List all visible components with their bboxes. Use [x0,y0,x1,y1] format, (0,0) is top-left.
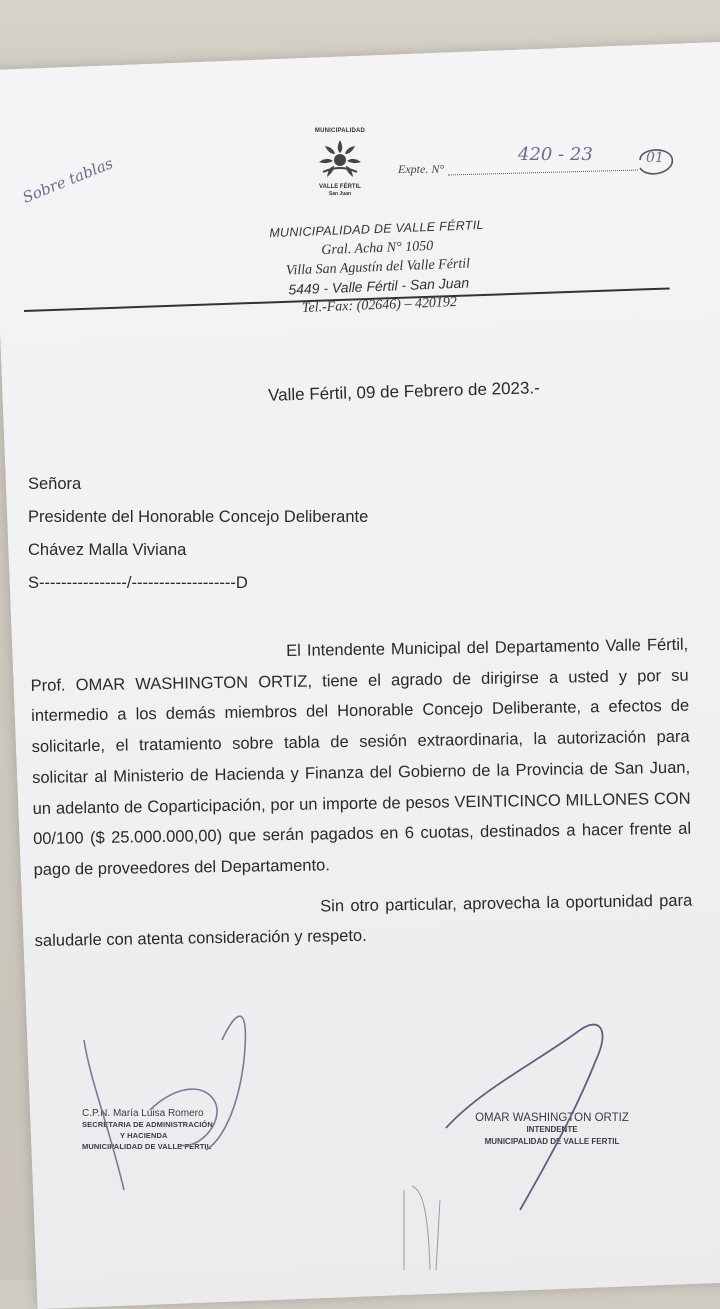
signature-left-role-2: Y HACIENDA [120,1131,168,1140]
recipient-title: Presidente del Honorable Concejo Deliberante [28,508,369,526]
signature-stamp-right [462,1112,642,1148]
letterhead [226,214,529,320]
letterhead-phone: Tel.-Fax: (02646) – 420192 [301,295,458,316]
expediente-label: Expte. N° [398,162,445,176]
signature-left-name: C.P.N. María Luisa Romero [82,1108,204,1119]
logo-name: VALLE FÉRTIL [319,184,361,190]
letterhead-postal: 5449 - Valle Fértil - San Juan [288,274,470,298]
letter-date: Valle Fértil, 09 de Febrero de 2023.- [267,378,541,405]
signature-right-name: OMAR WASHINGTON ORTIZ [475,1112,629,1124]
signature-right-role-2: MUNICIPALIDAD DE VALLE FERTIL [484,1137,620,1146]
recipient-salutation: Señora [28,475,82,493]
letter-body [30,630,693,957]
municipal-logo [300,128,380,197]
letterhead-town: Villa San Agustín del Valle Fértil [285,256,471,279]
expediente-suffix: 01 [646,150,664,166]
expediente-number: 420 - 23 [518,144,593,165]
letterhead-street: Gral. Acha N° 1050 [321,238,434,259]
body-paragraph-1: El Intendente Municipal del Departamento Valle Fértil, Prof. OMAR WASHINGTON ORTIZ, tiene el agrado de dirigirse a usted y por su intermedio a los demás miembros del Honorable Concejo Deliberante, a efectos de solicitarle, el tratamiento sobre tabla de sesión extraordinaria, la autorización para solicitar al Ministerio de Hacienda y Finanza del Gobierno de la Provincia de San Juan, un adelanto de Coparticipación, por un importe de pesos VEINTICINCO MILLONES CON 00/100 ($ 25.000.000,00) que serán pagados en 6 cuotas, destinados a hacer frente al pago de proveedores del Departamento. [30,635,692,879]
signature-left-role-3: MUNICIPALIDAD DE VALLE FERTIL [82,1142,212,1151]
recipient-sd: S----------------/-------------------D [28,574,248,592]
logo-top-text: MUNICIPALIDAD [314,128,366,134]
signature-left-role-1: SECRETARIA DE ADMINISTRACIÓN [82,1120,213,1129]
letterhead-municipality: MUNICIPALIDAD DE VALLE FÉRTIL [269,217,484,241]
recipient-block [28,468,368,600]
recipient-name: Chávez Malla Viviana [28,541,187,559]
sun-emblem-icon [317,138,363,182]
signature-stamp-left [82,1108,213,1152]
body-paragraph-2: Sin otro particular, aprovecha la oportunidad para saludarle con atenta consideración y respeto. [34,891,693,951]
signature-right-role-1: INTENDENTE [526,1125,578,1134]
logo-sub: San Juan [328,191,352,197]
handwritten-side-note: Sobre tablas [20,154,116,207]
